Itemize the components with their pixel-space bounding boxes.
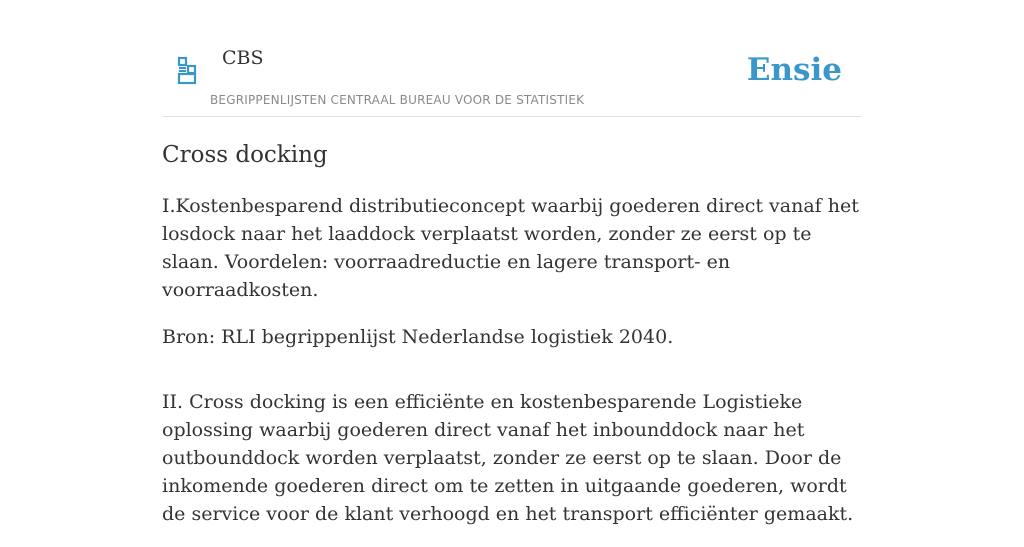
header [162, 0, 862, 117]
definition-paragraph: I.Kostenbesparend distributieconcept waarbij goederen direct vanaf het losdock naar het laaddock verplaatst worden, zonder ze eerst op te slaan. Voordelen: voorraadreductie en lagere transport- en voorraadkosten. [162, 195, 859, 301]
site-subtitle: BEGRIPPENLIJSTEN CENTRAAL BUREAU VOOR DE STATISTIEK [210, 93, 585, 107]
source-paragraph: Bron: RLI begrippenlijst Nederlandse logistiek 2040. [162, 326, 674, 348]
definition-paragraph: II. Cross docking is een efficiënte en kostenbesparende Logistieke oplossing waarbij goederen direct vanaf het inbounddock naar het outbounddock worden verplaatst, zonder ze eerst op te slaan. Door de inkomende goederen direct om te zetten in uitgaande goederen, wordt de service voor de klant verhoogd en het transport efficiënter gemaakt. [162, 391, 854, 525]
term-title: Cross docking [162, 142, 328, 168]
brand-logo-link[interactable]: Ensie [746, 52, 842, 88]
org-name: CBS [222, 47, 264, 69]
cbs-logo-icon[interactable] [176, 56, 198, 86]
term-definition [162, 192, 862, 547]
page [162, 0, 862, 525]
